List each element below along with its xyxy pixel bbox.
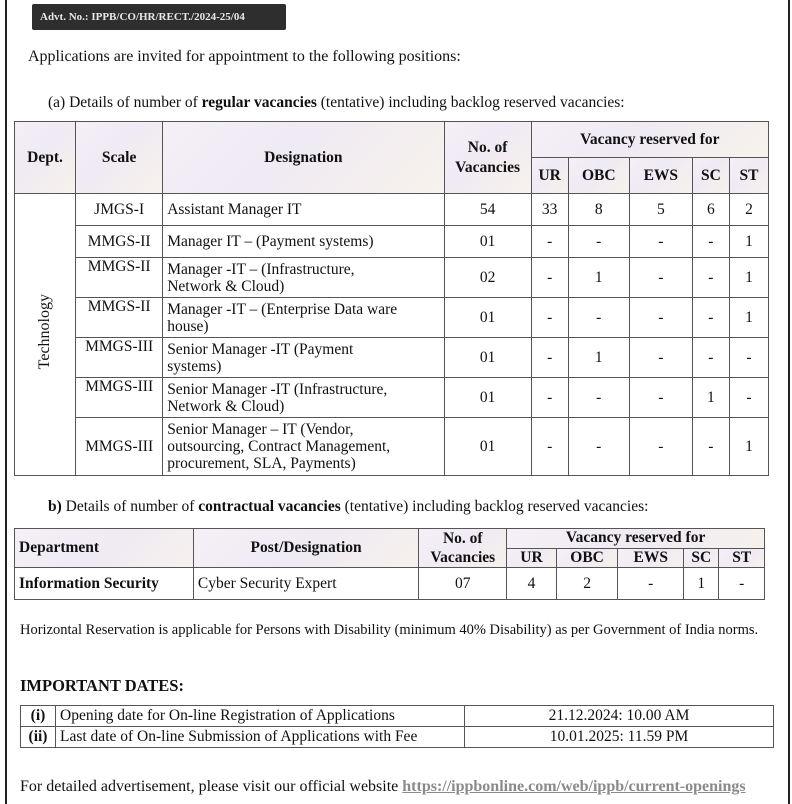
obc-cell: 1	[568, 258, 629, 298]
designation-cell	[163, 418, 444, 476]
important-dates-heading: IMPORTANT DATES:	[20, 676, 184, 695]
sc-cell: 1	[684, 568, 719, 600]
advertisement-number-badge: Advt. No.: IPPB/CO/HR/RECT./2024-25/04	[32, 4, 286, 30]
website-link[interactable]: https://ippbonline.com/web/ippb/current-openings	[402, 778, 746, 795]
obc-cell: 8	[568, 194, 629, 226]
section-a-suffix: (tentative) including backlog reserved vacancies:	[316, 94, 625, 111]
ews-cell: -	[629, 298, 692, 338]
department-cell: Information Security	[15, 568, 194, 600]
scale-cell: MMGS-III	[76, 418, 163, 476]
sc-cell: -	[692, 418, 729, 476]
designation-line: Network & Cloud)	[167, 277, 285, 295]
designation-line: Senior Manager -IT (Infrastructure,	[167, 380, 388, 398]
ur-cell: 33	[531, 194, 568, 226]
dept-cell	[15, 194, 76, 476]
st-cell: -	[729, 378, 768, 418]
obc-cell: -	[568, 378, 629, 418]
designation-cell	[163, 338, 444, 378]
st-cell: 1	[729, 298, 768, 338]
table-row	[15, 338, 769, 378]
section-b-label: b)	[48, 498, 62, 515]
vacancies-cell: 54	[444, 194, 531, 226]
designation-line: Senior Manager – IT (Vendor,	[167, 421, 354, 438]
designation-line: Assistant Manager IT	[167, 201, 302, 218]
scale-cell: JMGS-I	[76, 194, 163, 226]
obc-cell: 1	[568, 338, 629, 378]
scale-cell: MMGS-II	[76, 258, 163, 298]
obc-cell: -	[568, 418, 629, 476]
header-no-of: No. of	[467, 138, 508, 156]
section-b-heading	[48, 498, 648, 516]
contractual-vacancies-table	[14, 528, 765, 600]
page-border-right	[788, 0, 790, 804]
header-st: ST	[719, 548, 765, 568]
table-row	[15, 298, 769, 338]
designation-cell	[163, 378, 444, 418]
vacancies-cell: 01	[444, 298, 531, 338]
regular-vacancies-table	[14, 121, 769, 476]
sc-cell: 6	[692, 194, 729, 226]
ews-cell: 5	[629, 194, 692, 226]
st-cell: 1	[729, 226, 768, 258]
header-department: Department	[15, 529, 194, 568]
ews-cell: -	[629, 338, 692, 378]
header-sc: SC	[692, 158, 729, 194]
ews-cell: -	[629, 258, 692, 298]
designation-line: systems)	[167, 357, 222, 375]
vacancies-cell: 02	[444, 258, 531, 298]
header-designation: Designation	[163, 122, 444, 194]
ews-cell: -	[618, 568, 684, 600]
ur-cell: -	[531, 226, 568, 258]
sc-cell: 1	[692, 378, 729, 418]
vacancies-cell: 01	[444, 418, 531, 476]
section-b-suffix: (tentative) including backlog reserved vacancies:	[340, 498, 649, 515]
dept-name: Technology	[36, 294, 54, 370]
vacancies-cell: 07	[419, 568, 507, 600]
table-row	[21, 727, 774, 748]
section-a-heading	[48, 94, 625, 112]
section-a-bold: regular vacancies	[201, 94, 317, 111]
header-ews: EWS	[629, 158, 692, 194]
sc-cell: -	[692, 298, 729, 338]
ews-cell: -	[629, 378, 692, 418]
ur-cell: -	[531, 258, 568, 298]
section-b-prefix: Details of number of	[61, 498, 199, 515]
sc-cell: -	[692, 338, 729, 378]
st-cell: 2	[729, 194, 768, 226]
post-cell: Cyber Security Expert	[193, 568, 418, 600]
page-border-left	[5, 0, 7, 804]
obc-cell: 2	[556, 568, 618, 600]
st-cell: 1	[729, 418, 768, 476]
header-ews: EWS	[618, 548, 684, 568]
horizontal-reservation-note: Horizontal Reservation is applicable for Persons with Disability (minimum 40% Disability) as per Government of India norms.	[20, 622, 759, 638]
designation-line: Senior Manager -IT (Payment	[167, 340, 354, 358]
ur-cell: -	[531, 418, 568, 476]
footer-prefix: For detailed advertisement, please visit our official website	[20, 778, 403, 795]
header-vacancy-reserved: Vacancy reserved for	[507, 529, 765, 549]
scale-cell: MMGS-II	[76, 298, 163, 338]
table-row	[15, 226, 769, 258]
designation-line: Network & Cloud)	[167, 397, 285, 415]
scale-cell: MMGS-II	[76, 226, 163, 258]
st-cell: -	[729, 338, 768, 378]
table-row	[15, 568, 765, 600]
section-b-bold: contractual vacancies	[198, 498, 341, 515]
header-vacancy-reserved: Vacancy reserved for	[531, 122, 768, 158]
obc-cell: -	[568, 226, 629, 258]
scale-cell: MMGS-III	[76, 338, 163, 378]
date-row-value: 21.12.2024: 10.00 AM	[465, 706, 774, 727]
header-scale: Scale	[76, 122, 163, 194]
date-row-number: (i)	[21, 706, 56, 727]
date-row-label: Last date of On-line Submission of Applications with Fee	[56, 727, 465, 748]
table-row	[21, 706, 774, 727]
header-vacancies: Vacancies	[455, 158, 521, 176]
designation-cell	[163, 258, 444, 298]
table-row	[15, 194, 769, 226]
st-cell: -	[719, 568, 765, 600]
date-row-label: Opening date for On-line Registration of Applications	[56, 706, 465, 727]
date-row-value: 10.01.2025: 11.59 PM	[465, 727, 774, 748]
scale-cell: MMGS-III	[76, 378, 163, 418]
important-dates-table	[20, 705, 774, 748]
ur-cell: 4	[507, 568, 557, 600]
obc-cell: -	[568, 298, 629, 338]
designation-line: outsourcing, Contract Management,	[167, 438, 391, 455]
header-sc: SC	[684, 548, 719, 568]
sc-cell: -	[692, 258, 729, 298]
vacancies-cell: 01	[444, 226, 531, 258]
table-row	[15, 418, 769, 476]
ur-cell: -	[531, 338, 568, 378]
ur-cell: -	[531, 378, 568, 418]
sc-cell: -	[692, 226, 729, 258]
header-ur: UR	[507, 548, 557, 568]
designation-line: procurement, SLA, Payments)	[167, 455, 356, 472]
header-post: Post/Designation	[193, 529, 418, 568]
header-no-of: No. of	[442, 530, 483, 547]
footer-text	[20, 778, 746, 796]
header-vacancies: Vacancies	[430, 549, 496, 566]
header-dept: Dept.	[15, 122, 76, 194]
ur-cell: -	[531, 298, 568, 338]
header-no-of-vacancies	[444, 122, 531, 194]
header-obc: OBC	[556, 548, 618, 568]
vacancies-cell: 01	[444, 338, 531, 378]
intro-text: Applications are invited for appointment to the following positions:	[28, 48, 461, 65]
date-row-number: (ii)	[21, 727, 56, 748]
designation-cell	[163, 226, 444, 258]
header-no-of-vacancies	[419, 529, 507, 568]
header-st: ST	[729, 158, 768, 194]
table-row	[15, 258, 769, 298]
st-cell: 1	[729, 258, 768, 298]
header-ur: UR	[531, 158, 568, 194]
designation-line: house)	[167, 317, 209, 335]
ews-cell: -	[629, 226, 692, 258]
ews-cell: -	[629, 418, 692, 476]
designation-line: Manager -IT – (Infrastructure,	[167, 260, 355, 278]
table-row	[15, 378, 769, 418]
designation-line: Manager -IT – (Enterprise Data ware	[167, 300, 398, 318]
vacancies-cell: 01	[444, 378, 531, 418]
header-obc: OBC	[568, 158, 629, 194]
designation-cell	[163, 194, 444, 226]
designation-line: Manager IT – (Payment systems)	[167, 233, 374, 250]
designation-cell	[163, 298, 444, 338]
section-a-prefix: (a) Details of number of	[48, 94, 202, 111]
